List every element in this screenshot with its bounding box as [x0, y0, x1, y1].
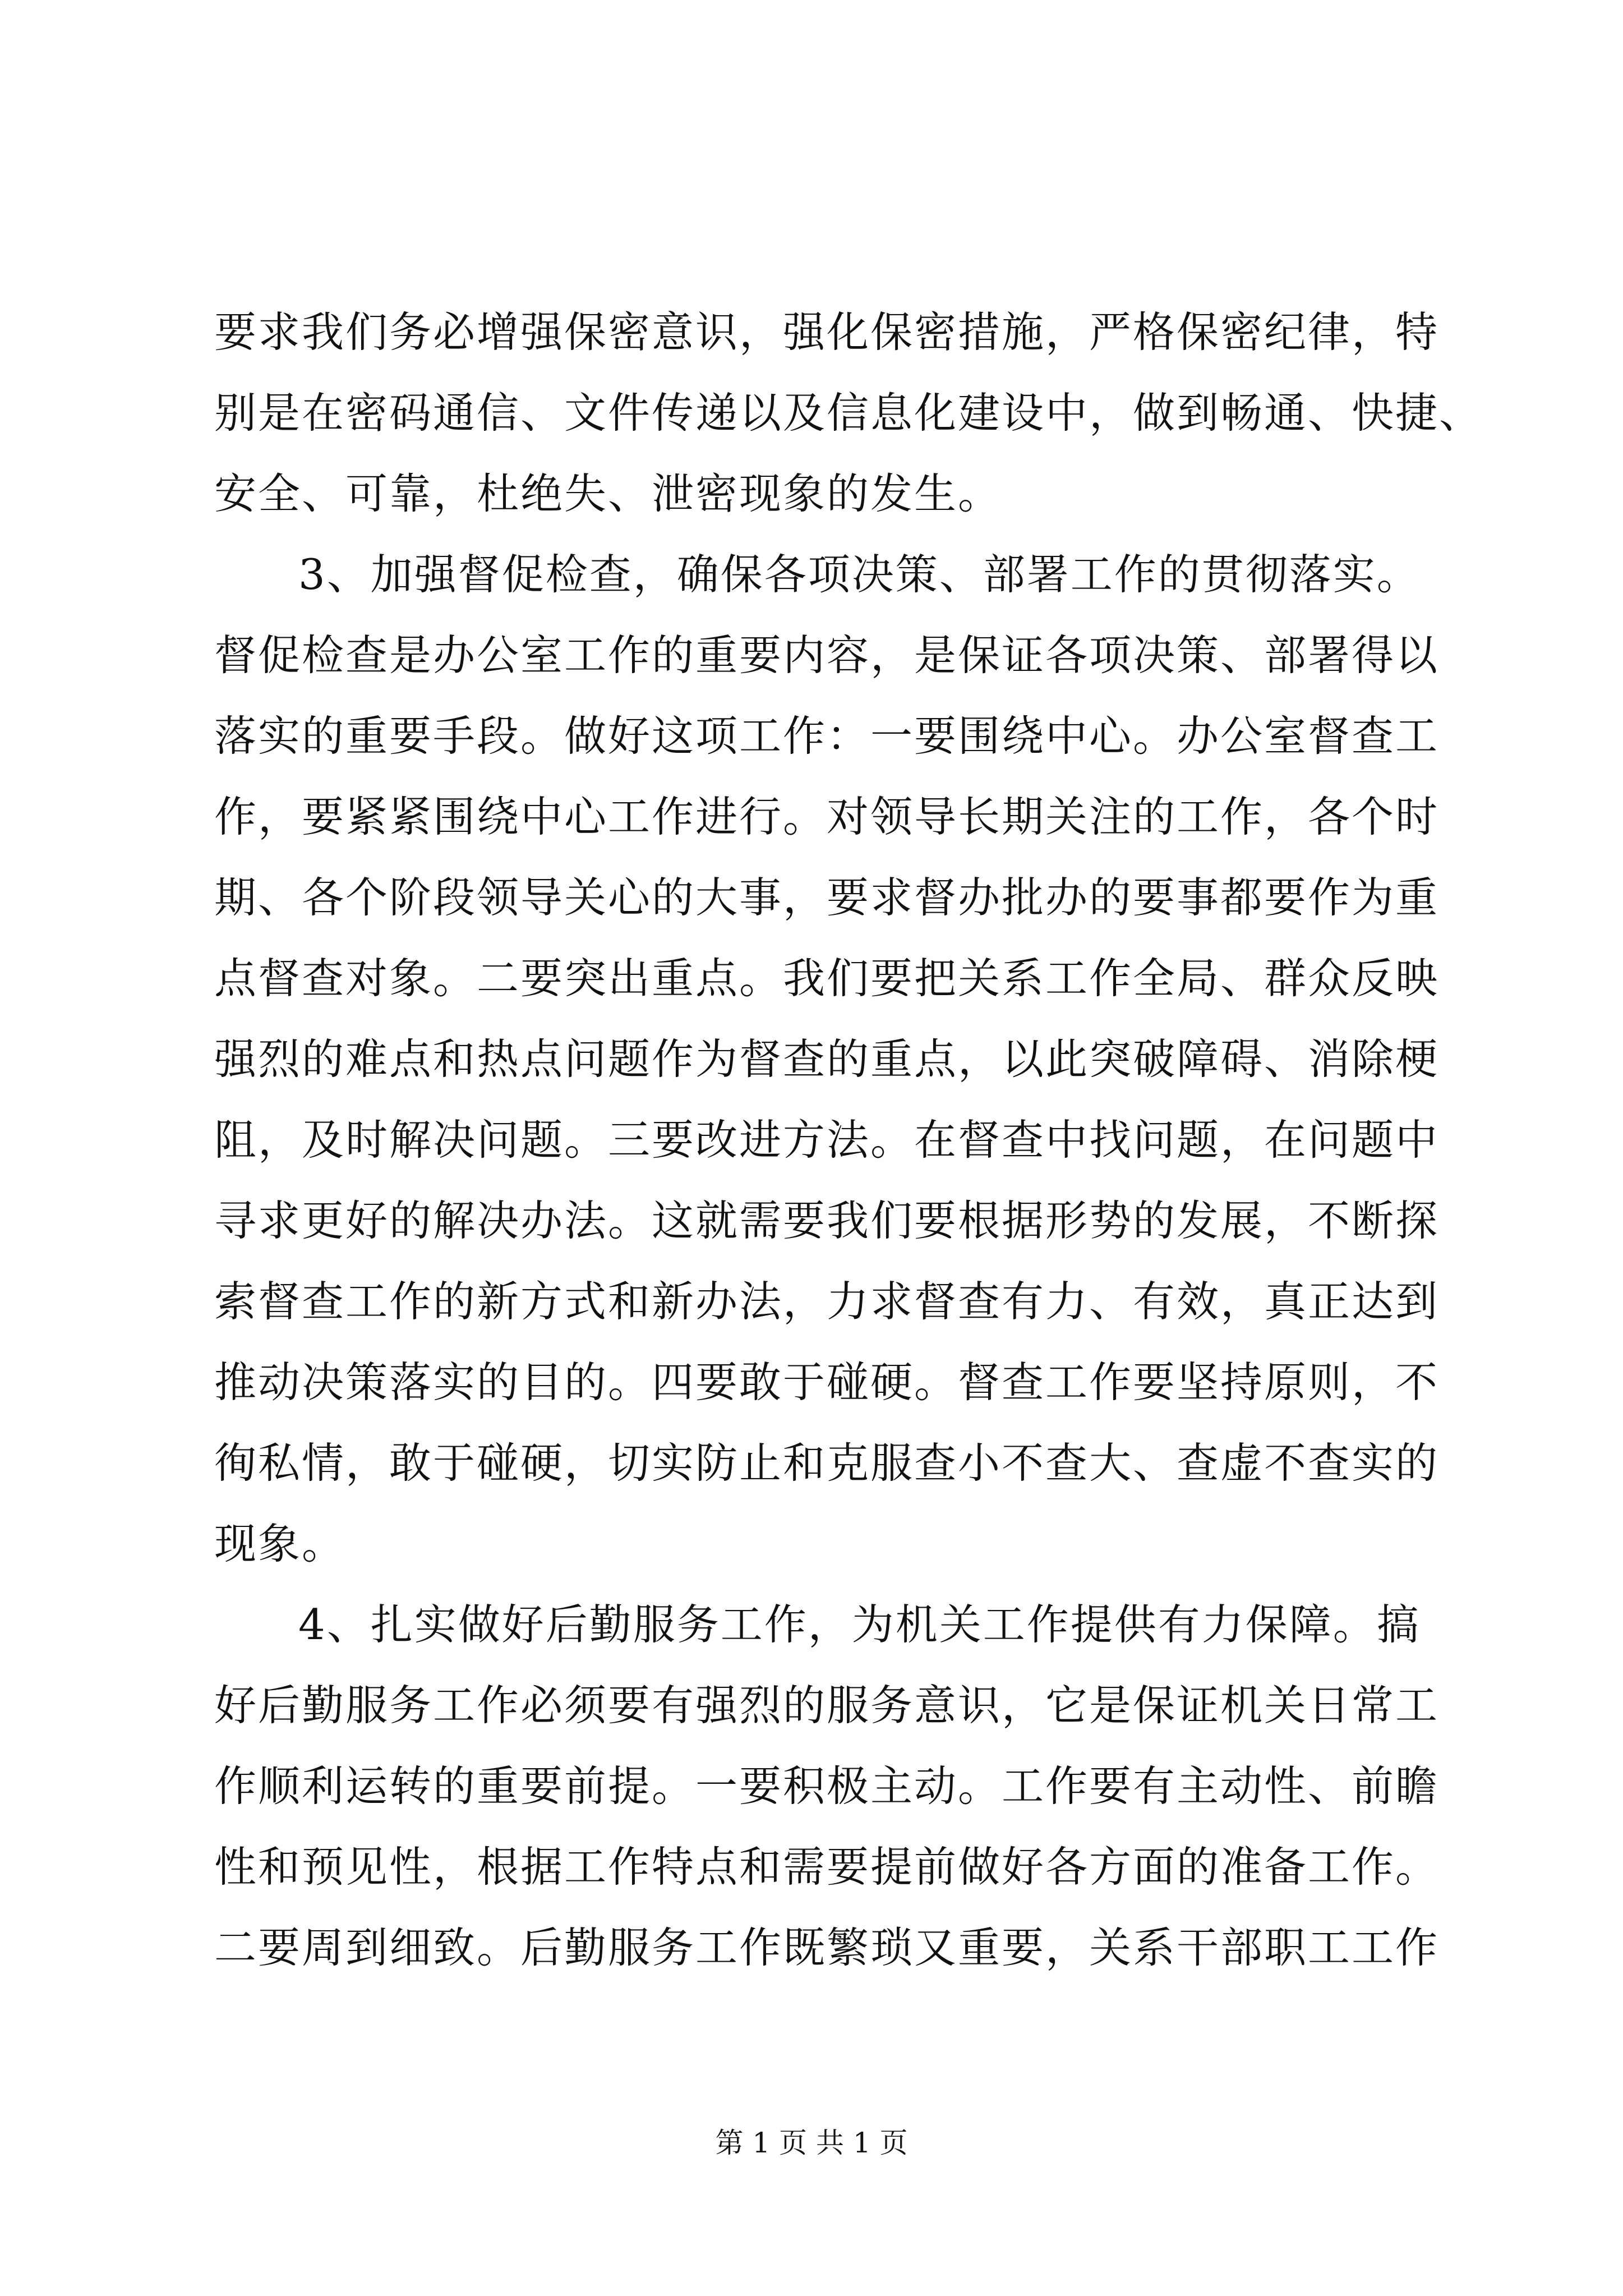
- text-line: 期、各个阶段领导关心的大事，要求督办批办的要事都要作为重: [214, 873, 1440, 922]
- text-line: 强烈的难点和热点问题作为督查的重点，以此突破障碍、消除梗: [214, 1034, 1440, 1084]
- text-line: 现象。: [214, 1519, 346, 1568]
- text-line: 寻求更好的解决办法。这就需要我们要根据形势的发展，不断探: [214, 1196, 1440, 1245]
- section-heading-4: 4、扎实做好后勤服务工作，为机关工作提供有力保障。搞: [298, 1600, 1421, 1649]
- text-line: 好后勤服务工作必须要有强烈的服务意识，它是保证机关日常工: [214, 1681, 1440, 1730]
- document-body: [214, 292, 1483, 1988]
- text-line: 作，要紧紧围绕中心工作进行。对领导长期关注的工作，各个时: [214, 792, 1440, 841]
- text-line: 安全、可靠，杜绝失、泄密现象的发生。: [214, 469, 1002, 518]
- section-heading-3: 3、加强督促检查，确保各项决策、部署工作的贯彻落实。: [298, 550, 1421, 599]
- page-number-footer: 第 1 页 共 1 页: [715, 2127, 908, 2159]
- text-line: 点督查对象。二要突出重点。我们要把关系工作全局、群众反映: [214, 954, 1440, 1003]
- text-line: 作顺利运转的重要前提。一要积极主动。工作要有主动性、前瞻: [214, 1761, 1440, 1811]
- text-line: 索督查工作的新方式和新办法，力求督查有力、有效，真正达到: [214, 1277, 1440, 1326]
- text-line: 二要周到细致。后勤服务工作既繁琐又重要，关系干部职工工作: [214, 1923, 1440, 1972]
- text-line: 徇私情，敢于碰硬，切实防止和克服查小不查大、查虚不查实的: [214, 1438, 1440, 1488]
- text-line: 推动决策落实的目的。四要敢于碰硬。督查工作要坚持原则，不: [214, 1358, 1440, 1407]
- text-line: 性和预见性，根据工作特点和需要提前做好各方面的准备工作。: [214, 1842, 1440, 1892]
- text-line: 督促检查是办公室工作的重要内容，是保证各项决策、部署得以: [214, 631, 1440, 680]
- text-line: 别是在密码通信、文件传递以及信息化建设中，做到畅通、快捷、: [214, 388, 1483, 438]
- text-line: 落实的重要手段。做好这项工作：一要围绕中心。办公室督查工: [214, 711, 1440, 761]
- text-line: 要求我们务必增强保密意识，强化保密措施，严格保密纪律，特: [214, 307, 1440, 357]
- text-line: 阻，及时解决问题。三要改进方法。在督查中找问题，在问题中: [214, 1115, 1440, 1165]
